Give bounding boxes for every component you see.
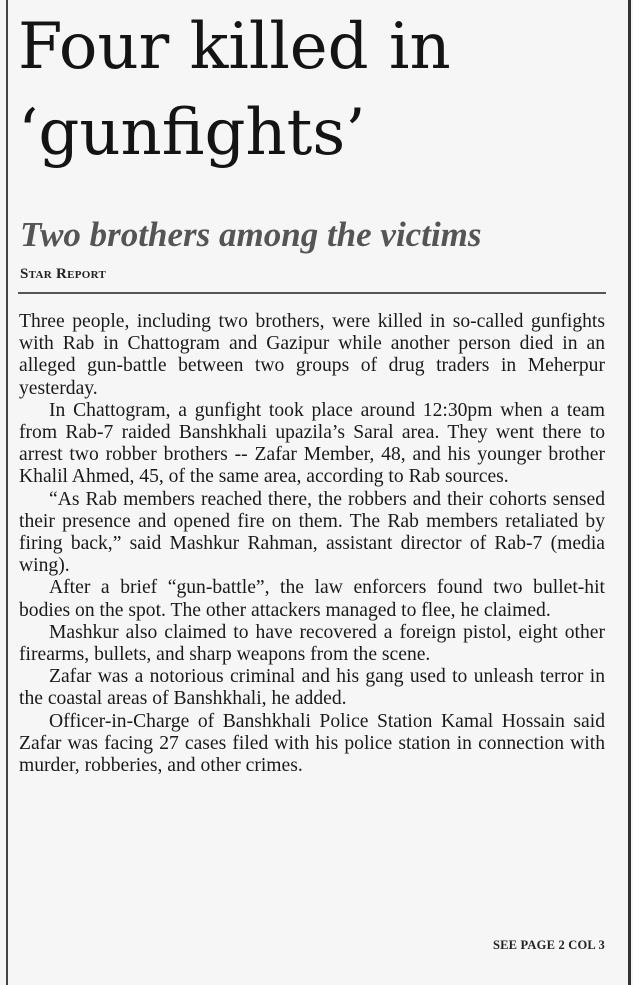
left-border-rule bbox=[6, 0, 8, 985]
article-body bbox=[19, 311, 605, 777]
byline-divider bbox=[18, 292, 606, 294]
subheadline: Two brothers among the victims bbox=[20, 215, 482, 254]
paragraph: Zafar was a notorious criminal and his gang used to unleash terror in the coastal areas of Banshkhali, he added. bbox=[19, 666, 605, 710]
paragraph: After a brief “gun-battle”, the law enforcers found two bullet-hit bodies on the spot. The other attackers managed to flee, he claimed. bbox=[19, 577, 605, 621]
headline bbox=[18, 4, 618, 176]
byline: Star Report bbox=[20, 266, 107, 282]
paragraph-intro: Three people, including two brothers, were killed in so-called gunfights with Rab in Chattogram and Gazipur while another person died in an alleged gun-battle between two groups of drug traders in Meherpur yesterday. bbox=[19, 311, 605, 399]
paragraph: “As Rab members reached there, the robbers and their cohorts sensed their presence and opened fire on them. The Rab members retaliated by firing back,” said Mashkur Rahman, assistant director of Rab-7 (media wing). bbox=[19, 488, 605, 577]
headline-line-1: Four killed in bbox=[18, 10, 451, 84]
continuation-reference: SEE PAGE 2 COL 3 bbox=[492, 938, 605, 952]
headline-line-2: ‘gunfights’ bbox=[18, 96, 366, 170]
paragraph: Officer-in-Charge of Banshkhali Police Station Kamal Hossain said Zafar was facing 27 cases filed with his police station in connection with murder, robberies, and other crimes. bbox=[19, 710, 605, 777]
paragraph: In Chattogram, a gunfight took place around 12:30pm when a team from Rab-7 raided Banshkhali upazila’s Saral area. They went there to arrest two robber brothers -- Zafar Member, 48, and his younger brother Khalil Ahmed, 45, of the same area, according to Rab sources. bbox=[19, 399, 605, 488]
right-border-rule bbox=[628, 0, 631, 985]
paragraph: Mashkur also claimed to have recovered a foreign pistol, eight other firearms, bullets, and sharp weapons from the scene. bbox=[19, 621, 605, 666]
